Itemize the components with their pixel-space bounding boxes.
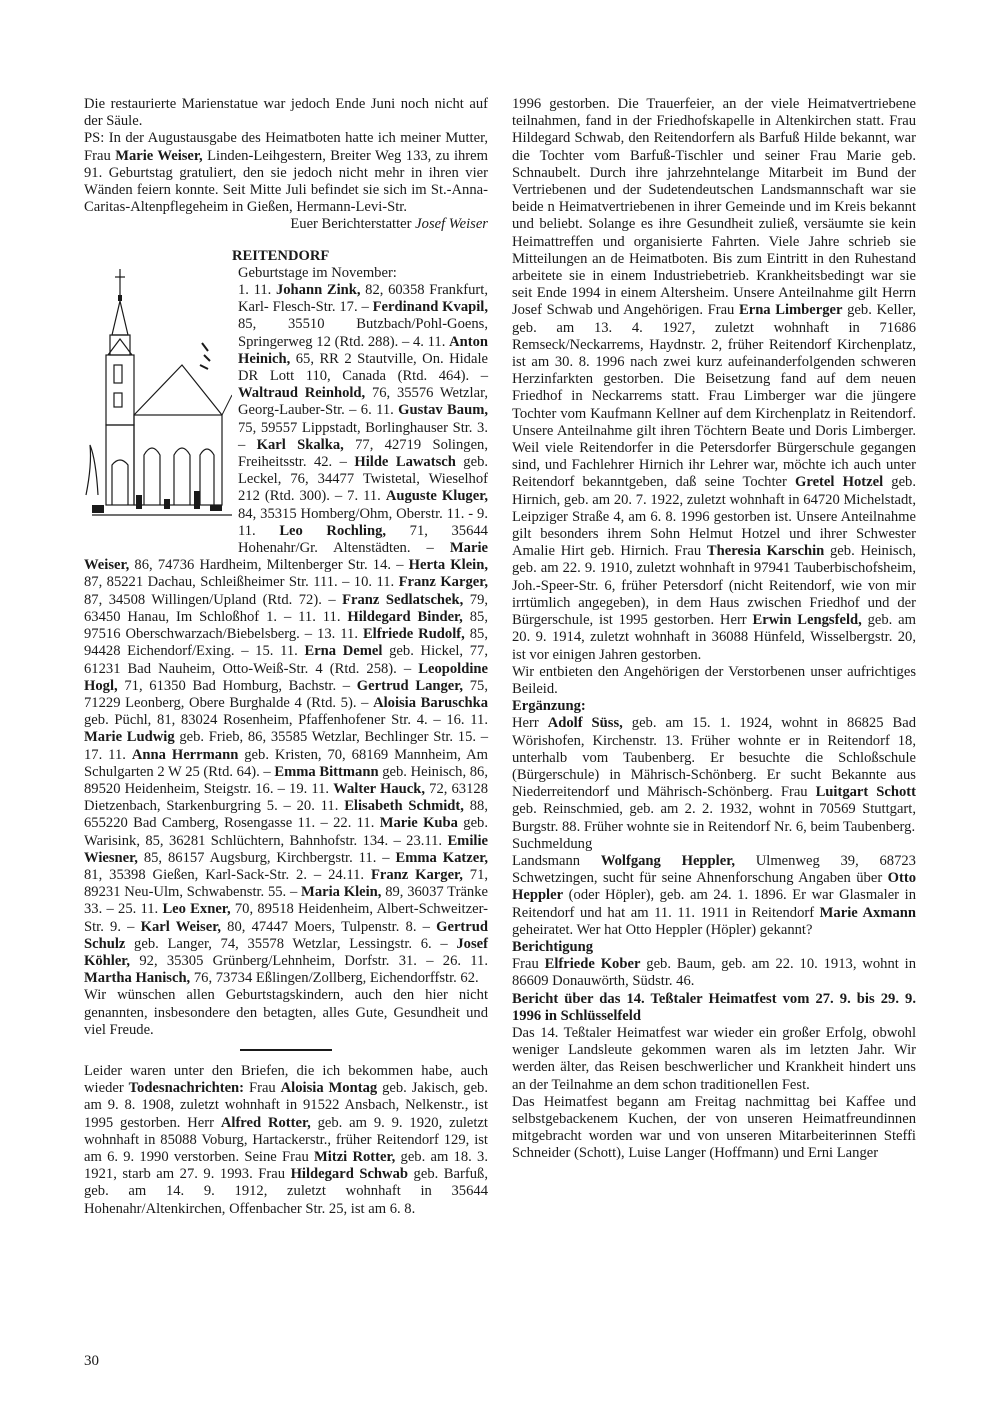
signature-name: Josef Weiser [415, 216, 488, 233]
person-name: Marie Kuba [379, 815, 458, 832]
ps-paragraph: PS: In der Augustausgabe des Heimatboten hatte ich meiner Mutter, Frau Marie Weiser, Linden-Leihgestern, Breiter Weg 133, zu ihrem 91. Geburtstag gratuliert, den sie jedoch nicht mehr in ihren vier Wänden feiern konnte. Seit Mitte Juli befindet sie sich im St.-Anna-Caritas-Altenpflegeheim in Gießen, Hermann-Levi-Str. [84, 130, 488, 216]
birthday-list: 1. 11. Johann Zink, 82, 60358 Frankfurt, Karl- Flesch-Str. 17. – Ferdinand Kvapil, 85, 35510 Butzbach/Pohl-Goens, Springerweg 12 (Rtd. 288). – 4. 11. Anton Heinich, 65, RR 2 Stautville, On. Hidale DR Lott 110, Canada (Rtd. 464). – Waltraud Reinhold, 76, 35576 Wetzlar, Georg-Lauber-Str. – 6. 11. Gustav Baum, 75, 59557 Lippstadt, Borlinghauser Str. 3. – Karl Skalka, 77, 42719 Solingen, Freiheitsstr. 42. – Hilde Lawatsch geb. Leckel, 76, 34477 Twistetal, Wieselhof 212 (Rtd. 300). – 7. 11. Auguste Kluger, 84, 35315 Homberg/Ohm, Oberstr. 11. - 9. 11. Leo Rochling, 71, 35644 Hohenahr/Gr. Altenstädten. – Marie Weiser, 86, 74736 Hardheim, Miltenberger Str. 14. – Herta Klein, 87, 85221 Dachau, Schleißheimer Str. 111. – 10. 11. Franz Karger, 87, 34508 Willingen/Upland (Rtd. 72). – Franz Sedlatschek, 79, 63450 Hanau, Im Schloßhof 1. – 11. 11. Hildegard Binder, 85, 97516 Oberschwarzach/Biebelsberg. – 13. 11. Elfriede Rudolf, 85, 94428 Eichendorf/Exing. – 15. 11. Erna Demel geb. Hickel, 77, 61231 Bad Nauheim, Otto-Weiß-Str. 4 (Rtd. 258). – Leopoldine Hogl, 71, 61350 Bad Homburg, Bachstr. – Gertrud Langer, 75, 71229 Leonberg, Obere Burghalde 4 (Rtd. 5). – Aloisia Baruschka geb. Püchl, 81, 83024 Rosenheim, Pfaffenhofener Str. 4. – 16. 11. Marie Ludwig geb. Frieb, 86, 35585 Wetzlar, Bechlinger Str. 15. – 17. 11. Anna Herrmann geb. Kristen, 70, 68169 Mannheim, Am Schulgarten 2 W 25 (Rtd. 64). – Emma Bittmann geb. Heinisch, 86, 89520 Heidenheim, Steigstr. 16. – 19. 11. Walter Hauck, 72, 63128 Dietzenbach, Starkenburgring 5. – 20. 11. Elisabeth Schmidt, 88, 655220 Bad Camberg, Rosengasse 11. – 22. 11. Marie Kuba geb. Warisink, 85, 36281 Schlüchtern, Bahnhofstr. 134. – 23.11. Emilie Wiesner, 85, 86157 Augsburg, Kirchbergstr. 11. – Emma Katzer, 81, 35398 Gießen, Karl-Sack-Str. 2. – 24.11. Franz Karger, 71, 89231 Neu-Ulm, Schwabenstr. 55. – Maria Klein, 89, 36037 Tränke 33. – 25. 11. Leo Exner, 70, 89518 Heidenheim, Albert-Schweitzer-Str. 9. – Karl Weiser, 80, 47447 Moers, Tulpenstr. 8. – Gertrud Schulz geb. Langer, 74, 35578 Wetzlar, Lessingstr. 6. – Josef Köhler, 92, 35305 Grünberg/Lehnheim, Dorfstr. 31. – 26. 11. Martha Hanisch, 76, 73734 Eßlingen/Zollberg, Eichendorffstr. 62. [84, 282, 489, 987]
person-name: Hildegard Schwab [290, 1166, 409, 1183]
person-name: Leopoldine Hogl, [84, 660, 488, 694]
person-name: Maria Klein, [301, 884, 382, 901]
section-title-reitendorf: REITENDORF [232, 247, 330, 264]
person-name: Emilie Wiesner, [84, 832, 488, 866]
person-name: Martha Hanisch, [84, 970, 191, 987]
heimatfest-paragraph-1: Das 14. Teßtaler Heimatfest war wieder ein großer Erfolg, obwohl weniger Landsleute gekommen waren als im letzten Jahr. Wir werden älter, das Reisen beschwerlicher und Krankheit hindert uns an der Teilnahme an dem schon traditionellen Fest. [512, 1024, 916, 1093]
person-name: Leo Rochling, [279, 522, 387, 539]
person-name: Anna Herrmann [131, 746, 239, 763]
person-name: Franz Sedlatschek, [342, 591, 464, 608]
person-name: Erna Demel [304, 643, 383, 660]
person-name: Waltraud Reinhold, [238, 385, 366, 402]
person-name: Franz Karger, [370, 866, 463, 883]
heimatfest-paragraph-2: Das Heimatfest begann am Freitag nachmittag bei Kaffee und selbstgebackenem Kuchen, der von unseren Heimatfreundinnen mitgebracht worden war und von unseren Mitarbeiterinnen Steffi Schneider (Schott), Luise Langer (Hoffmann) und Erni Langer [512, 1093, 916, 1162]
birthdays-subtitle: Geburtstage im November: [238, 264, 397, 281]
berichtigung-paragraph: Frau Elfriede Kober geb. Baum, geb. am 22. 10. 1913, wohnt in 86609 Donauwörth, Südstr. 46. [512, 956, 916, 990]
person-name: Aloisia Baruschka [373, 694, 488, 711]
person-name: Gertrud Langer, [356, 677, 464, 694]
person-name: Otto Heppler [512, 870, 916, 904]
wishes-paragraph: Wir wünschen allen Geburtstagskindern, auch den hier nicht genannten, insbesondere den betagten, alles Gute, Gesundheit und viel Freude. [84, 987, 488, 1038]
page-number: 30 [84, 1353, 99, 1369]
person-name: Elfriede Rudolf, [362, 626, 465, 643]
person-name: Mitzi Rotter, [314, 1148, 396, 1165]
person-name: Aloisia Montag [280, 1080, 378, 1097]
person-name: Marie Weiser, [84, 540, 488, 574]
person-name: Hildegard Binder, [347, 608, 463, 625]
signature-prefix: Euer Berichterstatter [290, 216, 412, 233]
person-name: Luitgart Schott [815, 784, 916, 801]
death-notices: Leider waren unter den Briefen, die ich bekommen habe, auch wieder Todesnachrichten: Frau Aloisia Montag geb. Jakisch, geb. am 9. 8. 1908, zuletzt wohnhaft in 91522 Ansbach, Nelkenstr., ist 1995 gestorben. Herr Alfred Rotter, geb. am 9. 9. 1920, zuletzt wohnhaft in 85088 Voburg, Hartackerstr., früher Reitendorf 129, ist am 6. 9. 1990 verstorben. Seine Frau Mitzi Rotter, geb. am 18. 3. 1921, starb am 27. 9. 1993. Frau Hildegard Schwab geb. Barfuß, geb. am 14. 9. 1912, zuletzt wohnhaft in 35644 Hohenahr/Altenkirchen, Offenbacher Str. 25, ist am 6. 8. [84, 1062, 488, 1217]
person-name: Marie Axmann [819, 904, 916, 921]
person-name: Hilde Lawatsch [354, 454, 456, 471]
left-column [84, 96, 488, 1218]
person-name: Marie Ludwig [84, 729, 175, 746]
person-name: Anton Heinich, [238, 333, 488, 367]
person-name: Erwin Lengsfeld, [752, 612, 862, 629]
person-name: Gertrud Schulz [84, 918, 489, 952]
section-divider [240, 1049, 332, 1051]
person-name: Gustav Baum, [398, 402, 488, 419]
person-name: Karl Weiser, [140, 918, 221, 935]
person-name: Emma Katzer, [395, 849, 488, 866]
person-name: Theresia Karschin [706, 543, 825, 560]
person-name: Alfred Rotter, [220, 1114, 311, 1131]
person-name: Elisabeth Schmidt, [344, 798, 464, 815]
suchmeldung-paragraph: Landsmann Wolfgang Heppler, Ulmenweg 39, 68723 Schwetzingen, sucht für seine Ahnenforschung Angaben über Otto Heppler (oder Höpler), geb. am 24. 1. 1896. Er war Glasmaler in Reitendorf und hat am 11. 11. 1911 in Reitendorf Marie Axmann geheiratet. Wer hat Otto Heppler (Höpler) gekannt? [512, 852, 916, 938]
church-icon [82, 265, 232, 547]
person-name: Karl Skalka, [256, 436, 344, 453]
person-name: Elfriede Kober [544, 956, 641, 973]
ergaenzung-paragraph: Herr Adolf Süss, geb. am 15. 1. 1924, wohnt in 86825 Bad Wörishofen, Kirchenstr. 13. Früher wohnte er in Reitendorf 18, unterhalb vom Taubenberg. Er besuchte die Schloßschule (Bürgerschule) in Mährisch-Schönberg. Er sucht Bekannte aus Niederreitendorf und Mährisch-Schönberg. Frau Luitgart Schott geb. Reinschmied, geb. am 2. 2. 1932, wohnt in 70569 Stuttgart, Burgstr. 88. Früher wohnte sie in Reitendorf Nr. 6, beim Taubenberg. [512, 715, 916, 835]
signature-line [84, 216, 488, 233]
person-name: Adolf Süss, [547, 715, 623, 732]
person-name: Ferdinand Kvapil, [372, 299, 488, 316]
person-name: Johann Zink, [275, 282, 361, 299]
person-name: Auguste Kluger, [385, 488, 488, 505]
person-name: Josef Köhler, [84, 935, 488, 969]
person-name: Herta Klein, [408, 557, 488, 574]
person-name: Emma Bittmann [274, 763, 379, 780]
condolence-paragraph: Wir entbieten den Angehörigen der Verstorbenen unser aufrichtiges Beileid. [512, 663, 916, 697]
person-name: Franz Karger, [398, 574, 488, 591]
section-title-ergaenzung: Ergänzung: [512, 698, 586, 715]
obituary-paragraph: 1996 gestorben. Die Trauerfeier, an der viele Heimatvertriebene teilnahmen, fand in der Friedhofskapelle in Altenkirchen statt. Frau Hildegard Schwab, den Reitendorfern als Barfuß Hilde bekannt, war die Tochter vom Barfuß-Tischler und seiner Frau Marie geb. Schnaubelt. Durch ihre jahrzehntelange Mitarbeit im Bund der Vertriebenen und der Sudetendeutschen Landsmannschaft war sie beide n Heimatvertriebenen in ihrer Gemeinde und im Kreis bekannt und beliebt. Solange es ihre Gesundheit zuließ, versäumte sie kein Heimattreffen und organisierte Fahrten. Viele Jahre schrieb sie Mitteilungen an de Heimatboten. Bis zum Eintritt in den Ruhestand arbeitete sie in einem Industriebetrieb. Krankheitsbedingt war sie seit Ende 1994 in einem Altersheim. Unsere Anteilnahme gilt Herrn Josef Schwab und Angehörigen. Frau Erna Limberger geb. Keller, geb. am 13. 4. 1927, zuletzt wohnhaft in 71686 Remseck/Neckarrems, Haydnstr. 2, früher Reitendorf Kirchenplatz, ist am 30. 8. 1996 nach zwei kurz aufeinanderfolgenden schweren Herzinfarkten gestorben. Die Beisetzung fand auf dem neuen Friedhof in Neckarrems statt. Frau Limberger war die jüngere Tochter vom Kaufmann Kellner auf dem Kirchenplatz in Reitendorf. Unsere Anteilnahme gilt ihren Töchtern Beate und Doris Limberger. Weil viele Reitendorfer in die Petersdorfer Bürgerschule gegangen sind, und Fachlehrer Hirnich ihr Lehrer war, möchte ich auch unter Reitendorf bekanntgeben, daß seine Tochter Gretel Hotzel geb. Hirnich, geb. am 20. 7. 1922, zuletzt wohnhaft in 64720 Michelstadt, Leipziger Straße 4, am 6. 8. 1996 gestorben ist. Unsere Anteilnahme gilt besonders ihrem Sohn Helmut Hotzel und ihrer Schwester Amalie Hirt geb. Hirnich. Frau Theresia Karschin geb. Heinisch, geb. am 22. 9. 1910, zuletzt wohnhaft in 97941 Tauberbischofsheim, Joh.-Speer-Str. 6, früher Petersdorf (nicht Reitendorf, wie von mir irrtümlich angegeben), in dem Haus zwischen Friedhof und der Bürgerschule, ist 1995 gestorben. Herr Erwin Lengsfeld, geb. am 20. 9. 1914, zuletzt wohnhaft in 36088 Hünfeld, Wisselbergstr. 20, ist vor einigen Jahren gestorben. [512, 96, 917, 663]
person-name: Erna Limberger [738, 302, 843, 319]
person-name: Walter Hauck, [333, 780, 426, 797]
person-name: Gretel Hotzel [795, 474, 884, 491]
death-heading: Todesnachrichten: [128, 1080, 245, 1097]
person-name: Leo Exner, [162, 901, 231, 918]
right-column [512, 96, 916, 1163]
section-title-suchmeldung: Suchmeldung [512, 835, 593, 852]
person-name: Marie Weiser, [115, 147, 203, 164]
section-title-berichtigung: Berichtigung [512, 938, 594, 955]
intro-paragraph: Die restaurierte Marienstatue war jedoch Ende Juni noch nicht auf der Säule. [84, 96, 488, 130]
person-name: Wolfgang Heppler, [600, 852, 735, 869]
section-title-heimatfest: Bericht über das 14. Teßtaler Heimatfest vom 27. 9. bis 29. 9. 1996 in Schlüsselfeld [512, 990, 916, 1024]
